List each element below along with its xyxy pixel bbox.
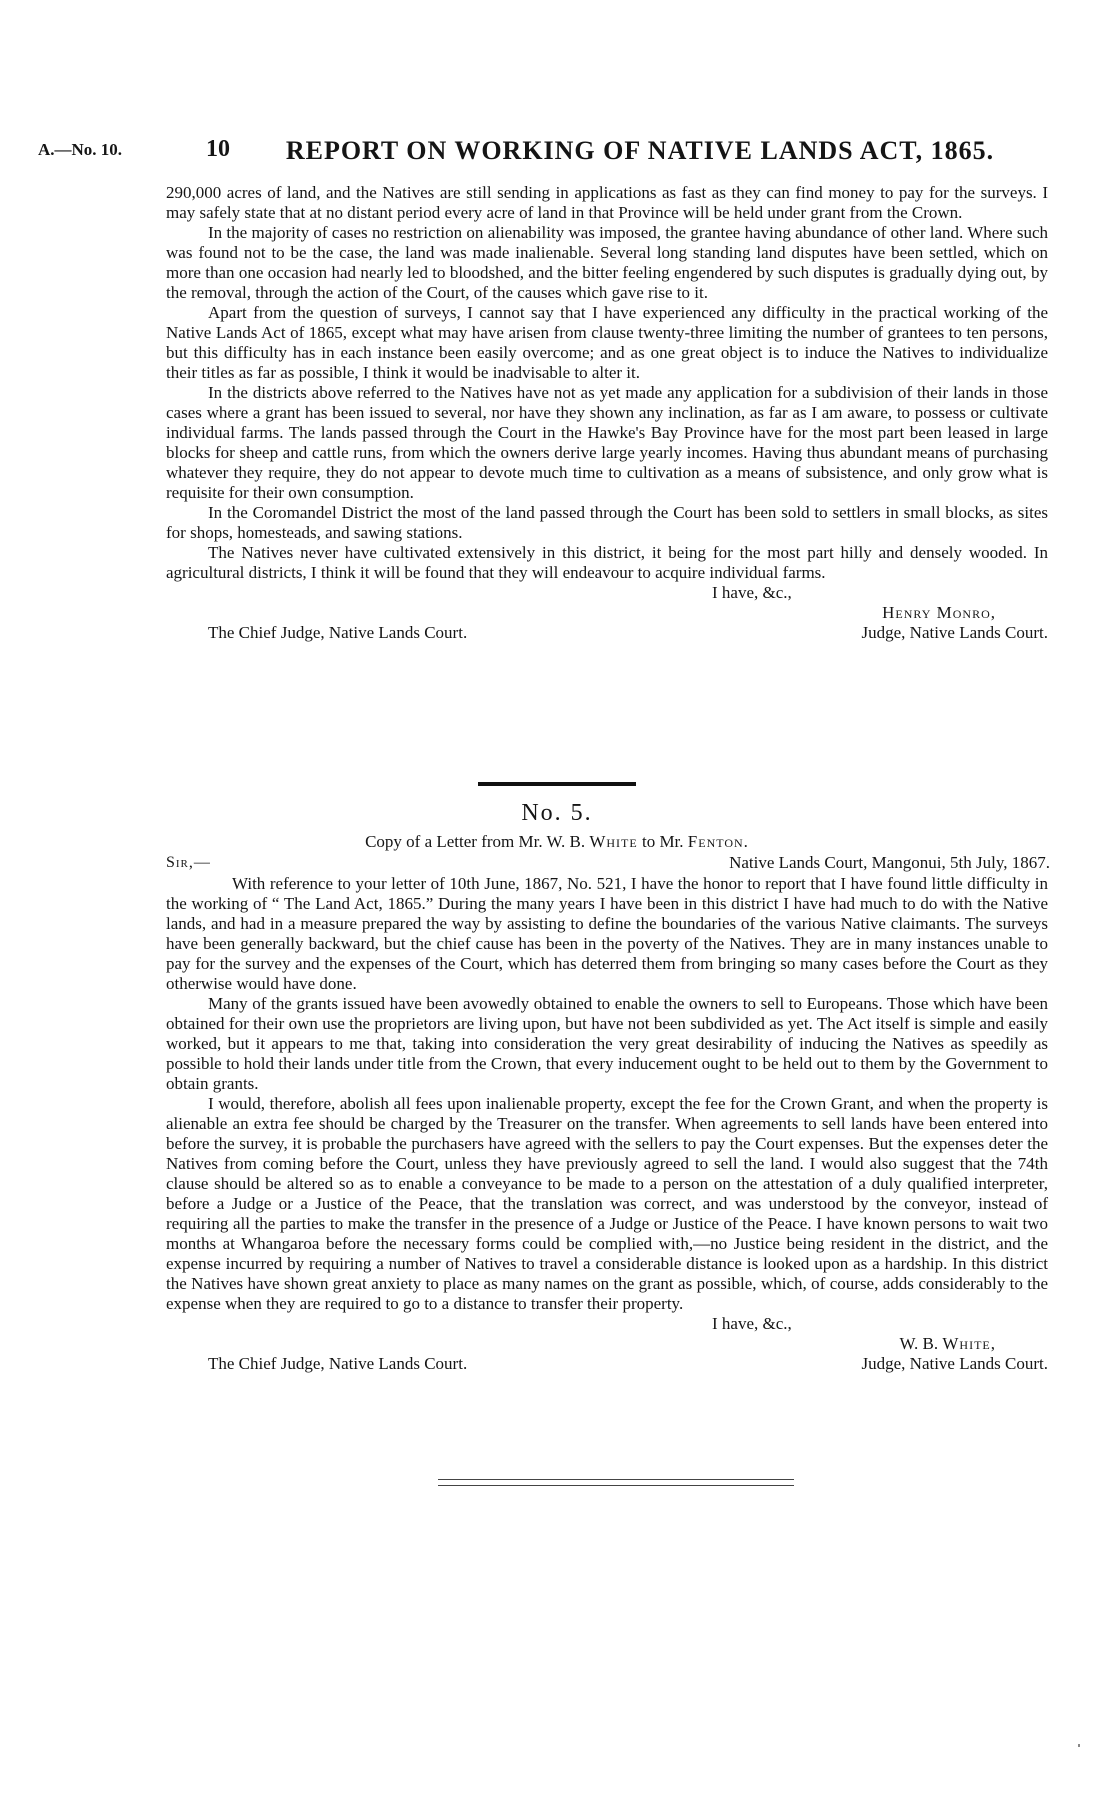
signatory-name: W. B. White, [899,1334,996,1353]
addressee: The Chief Judge, Native Lands Court. [208,1354,468,1373]
paragraph: In the majority of cases no restriction on alienability was imposed, the grantee having abundance of other land. Where such was found not to be the case, the land was made inalienable. Several long standing land disputes have been settled, which on more than one occasion had nearly led to bloodshed, and the bitter feeling engendered by such disputes is gradually dying out, by the removal, through the action of the Court, of the causes which gave rise to it. [166,223,1048,302]
scan-speck [1078,1744,1080,1747]
closing-phrase: I have, &c., [712,1314,792,1333]
end-divider [438,1479,794,1486]
sender-name: White [589,832,638,851]
paragraph: The Natives never have cultivated extensively in this district, it being for the most part hilly and densely wooded. In agricultural districts, I think it will be found that they will endeavour to acquire individual farms. [166,543,1048,582]
letter-4-closing [166,583,1048,643]
addressee: The Chief Judge, Native Lands Court. [208,623,468,642]
paragraph: In the Coromandel District the most of the land passed through the Court has been sold to settlers in small blocks, as sites for shops, homesteads, and sawing stations. [166,503,1048,542]
signatory-title: Judge, Native Lands Court. [861,623,1048,642]
paragraph: Apart from the question of surveys, I cannot say that I have experienced any difficulty in the practical working of the Native Lands Act of 1865, except what may have arisen from clause twenty-three limiting the number of grantees to ten persons, but this difficulty has in each instance been easily overcome; and as one great object is to induce the Natives to individualize their titles as far as possible, I think it would be inadvisable to alter it. [166,303,1048,382]
paragraph: In the districts above referred to the Natives have not as yet made any application for a subdivision of their lands in those cases where a grant has been issued to several, nor have they shown any inclination, as far as I am aware, to possess or cultivate individual farms. The lands passed through the Court in the Hawke's Bay Province have for the most part been leased in large blocks for sheep and cattle runs, from which the owners derive large yearly incomes. Having thus abundant means of purchasing whatever they require, they do not appear to devote much time to cultivation as a means of subsistence, and only grow what is requisite for their own consumption. [166,383,1048,502]
section-divider [478,782,636,786]
letter-subheading: Copy of a Letter from Mr. W. B. White to Mr. Fenton. [365,832,749,851]
recipient-name: Fenton. [687,832,749,851]
paragraph: Many of the grants issued have been avowedly obtained to enable the owners to sell to Europeans. Those which have been obtained for their own use the proprietors are living upon, but have not been subdivided as yet. The Act itself is simple and easily worked, but it appears to me that, taking into consideration the very great desirability of inducing the Natives as speedily as possible to hold their lands under title from the Crown, that every inducement ought to be held out to them by the Government to obtain grants. [166,994,1048,1093]
signatory-title: Judge, Native Lands Court. [861,1354,1048,1373]
document-reference: A.—No. 10. [38,140,123,159]
letter-4-body [166,183,1048,643]
dateline: Native Lands Court, Mangonui, 5th July, 1867. [729,853,1050,872]
page-title: REPORT ON WORKING OF NATIVE LANDS ACT, 1865. [285,136,995,165]
paragraph: I would, therefore, abolish all fees upon inalienable property, except the fee for the Crown Grant, and when the property is alienable an extra fee should be charged by the Treasurer on the transfer. When agreements to sell lands have been entered into before the survey, it is probable the purchasers have agreed with the sellers to pay the Court expenses. But the expenses deter the Natives from coming before the Court, unless they have previously agreed to sell the land. I would also suggest that the 74th clause should be altered so as to enable a conveyance to be made to a person on the attestation of a duly qualified interpreter, before a Judge or a Justice of the Peace, that the translation was correct, and was understood by the conveyor, instead of requiring all the parties to make the transfer in the presence of a Judge or Justice of the Peace. I have known persons to wait two months at Whangaroa before the necessary forms could be complied with,—no Justice being resident in the district, and the expense incurred by requiring a number of Natives to travel a considerable distance is looked upon as a hardship. In this district the Natives have shown great anxiety to place as many names on the grant as possible, which, of course, adds considerably to the expense when they are required to go to a distance to transfer their property. [166,1094,1048,1313]
salutation: Sir,— [166,854,211,871]
paragraph: With reference to your letter of 10th June, 1867, No. 521, I have the honor to report that I have found little difficulty in the working of “ The Land Act, 1865.” During the many years I have been in this district I have had much to do with the Native lands, and had in a measure prepared the way by assisting to define the boundaries of the various Native claimants. The surveys have been generally backward, but the chief cause has been in the poverty of the Natives. They are in many instances unable to pay for the survey and the expenses of the Court, which has deterred them from bringing so many cases before the Court as they otherwise would have done. [166,874,1048,993]
section-heading: No. 5. [521,800,593,826]
closing-phrase: I have, &c., [712,583,792,602]
paragraph: 290,000 acres of land, and the Natives are still sending in applications as fast as they can find money to pay for the surveys. I may safely state that at no distant period every acre of land in that Province will be held under grant from the Crown. [166,183,1048,222]
page-number: 10 [206,136,230,162]
signatory-name: Henry Monro, [882,603,996,622]
running-header [38,136,1078,176]
letter-5-body [166,874,1048,1374]
letter-5-closing [166,1314,1048,1374]
